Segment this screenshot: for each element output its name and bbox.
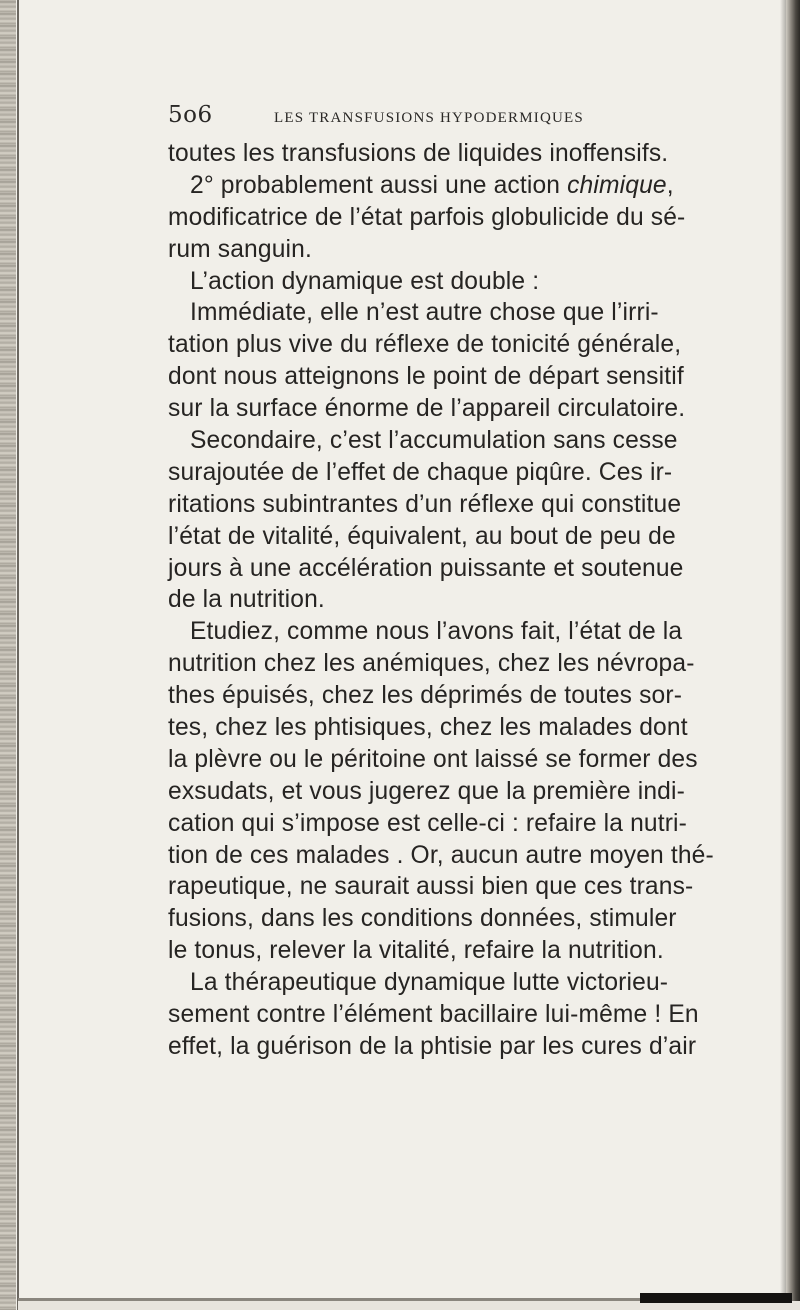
text-line: Etudiez, comme nous l’avons fait, l’état de la	[190, 618, 683, 646]
text-line: Secondaire, c’est l’accumulation sans cesse	[190, 427, 678, 455]
text-line: tation plus vive du réflexe de tonicité générale,	[168, 331, 682, 359]
text-line: jours à une accélération puissante et soutenue	[168, 554, 684, 582]
text-line: tes, chez les phtisiques, chez les malades dont	[168, 714, 688, 742]
running-title: LES TRANSFUSIONS HYPODERMIQUES	[274, 110, 584, 126]
text-line: rum sanguin.	[168, 235, 312, 263]
text-line: ritations subintrantes d’un réflexe qui constitue	[168, 490, 682, 518]
text-line: dont nous atteignons le point de départ sensitif	[168, 363, 684, 391]
text-line: de la nutrition.	[168, 586, 325, 614]
text-line: tion de ces malades . Or, aucun autre moyen thé-	[168, 841, 714, 869]
bottom-dark-strip	[640, 1293, 792, 1303]
italic-term: chimique	[567, 171, 667, 199]
text-line: le tonus, relever la vitalité, refaire la nutrition.	[168, 937, 664, 965]
text-line: effet, la guérison de la phtisie par les cures d’air	[168, 1032, 697, 1060]
text-line: toutes les transfusions de liquides inoffensifs.	[168, 140, 669, 167]
page-binding-edge	[0, 0, 16, 1310]
text-line: cation qui s’impose est celle-ci : refaire la nutri-	[168, 809, 688, 837]
text-line: l’état de vitalité, équivalent, au bout de peu de	[168, 522, 676, 550]
text-line: Immédiate, elle n’est autre chose que l’irri-	[190, 299, 659, 327]
text-line: L’action dynamique est double :	[190, 267, 540, 295]
binding-line	[17, 0, 19, 1310]
text-line: La thérapeutique dynamique lutte victorieu-	[190, 969, 669, 997]
text-line: sement contre l’élément bacillaire lui-même ! En	[168, 1001, 699, 1029]
text-line: modificatrice de l’état parfois globulicide du sé-	[168, 203, 686, 231]
right-page-edge	[786, 0, 800, 1310]
text-line: fusions, dans les conditions données, stimuler	[168, 905, 677, 933]
text-line: surajoutée de l’effet de chaque piqûre. Ces ir-	[168, 458, 673, 486]
text-line: thes épuisés, chez les déprimés de toutes sor-	[168, 682, 683, 710]
text-span: ,	[666, 171, 674, 199]
running-head	[168, 102, 768, 132]
page-number: 5o6	[168, 102, 213, 128]
text-line	[168, 170, 778, 202]
text-line: sur la surface énorme de l’appareil circulatoire.	[168, 395, 686, 423]
text-line: exsudats, et vous jugerez que la première indi-	[168, 777, 685, 805]
body-text	[168, 138, 778, 1063]
text-line: la plèvre ou le péritoine ont laissé se former des	[168, 745, 698, 773]
text-line: rapeutique, ne saurait aussi bien que ces trans-	[168, 873, 694, 901]
text-line: nutrition chez les anémiques, chez les névropa-	[168, 650, 695, 678]
text-span: 2° probablement aussi une action	[190, 171, 568, 199]
